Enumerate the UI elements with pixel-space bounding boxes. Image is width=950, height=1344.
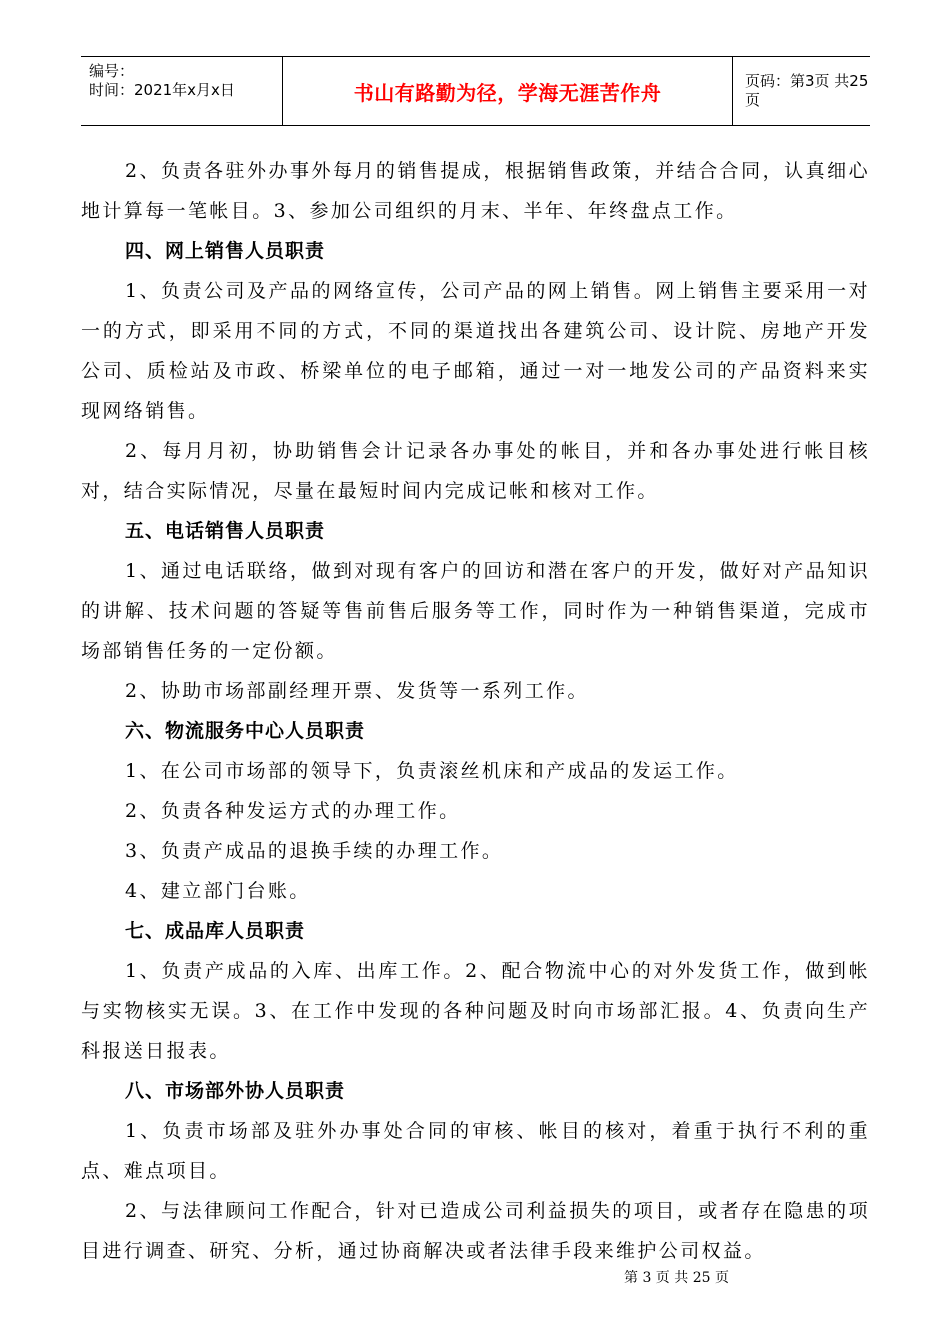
page-footer: 第 3 页 共 25 页 (624, 1270, 729, 1286)
body-paragraph: 2、与法律顾问工作配合，针对已造成公司利益损失的项目，或者存在隐患的项目进行调查、研究、分析，通过协商解决或者法律手段来维护公司权益。 (81, 1200, 870, 1262)
body-paragraph: 1、负责市场部及驻外办事处合同的审核、帐目的核对，着重于执行不利的重点、难点项目。 (81, 1120, 870, 1182)
section-heading: 七、成品库人员职责 (125, 920, 306, 942)
header-page-cell (733, 57, 870, 125)
document-number-label: 编号： (89, 62, 135, 80)
section-heading: 八、市场部外协人员职责 (125, 1080, 346, 1102)
header-motto-cell (283, 57, 733, 125)
body-paragraph: 1、负责产成品的入库、出库工作。2、配合物流中心的对外发货工作，做到帐与实物核实无误。3、在工作中发现的各种问题及时向市场部汇报。4、负责向生产科报送日报表。 (81, 960, 870, 1062)
section-heading: 四、网上销售人员职责 (125, 240, 326, 262)
body-paragraph: 2、负责各种发运方式的办理工作。 (125, 800, 461, 822)
body-paragraph: 2、负责各驻外办事外每月的销售提成，根据销售政策，并结合合同，认真细心地计算每一笔帐目。3、参加公司组织的月末、半年、年终盘点工作。 (81, 160, 870, 222)
body-paragraph: 2、每月月初，协助销售会计记录各办事处的帐目，并和各办事处进行帐目核对，结合实际情况，尽量在最短时间内完成记帐和核对工作。 (81, 440, 870, 502)
body-paragraph: 1、负责公司及产品的网络宣传，公司产品的网上销售。网上销售主要采用一对一的方式，即采用不同的方式，不同的渠道找出各建筑公司、设计院、房地产开发公司、质检站及市政、桥梁单位的电子邮箱，通过一对一地发公司的产品资料来实现网络销售。 (81, 280, 870, 422)
header-meta-cell (81, 57, 283, 125)
header-motto: 书山有路勤为径，学海无涯苦作舟 (353, 80, 662, 105)
body-paragraph: 2、协助市场部副经理开票、发货等一系列工作。 (125, 680, 589, 702)
header-page-code: 页码：第3页 共25页 (745, 72, 869, 109)
body-paragraph: 3、负责产成品的退换手续的办理工作。 (125, 840, 504, 862)
section-heading: 五、电话销售人员职责 (125, 520, 326, 542)
document-time-label: 时间：2021年x月x日 (89, 81, 235, 99)
document-header (81, 56, 870, 126)
document-body (81, 151, 870, 1271)
body-paragraph: 1、通过电话联络，做到对现有客户的回访和潜在客户的开发，做好对产品知识的讲解、技术问题的答疑等售前售后服务等工作，同时作为一种销售渠道，完成市场部销售任务的一定份额。 (81, 560, 870, 662)
body-paragraph: 1、在公司市场部的领导下，负责滚丝机床和产成品的发运工作。 (125, 760, 739, 782)
section-heading: 六、物流服务中心人员职责 (125, 720, 366, 742)
body-paragraph: 4、建立部门台账。 (125, 880, 311, 902)
